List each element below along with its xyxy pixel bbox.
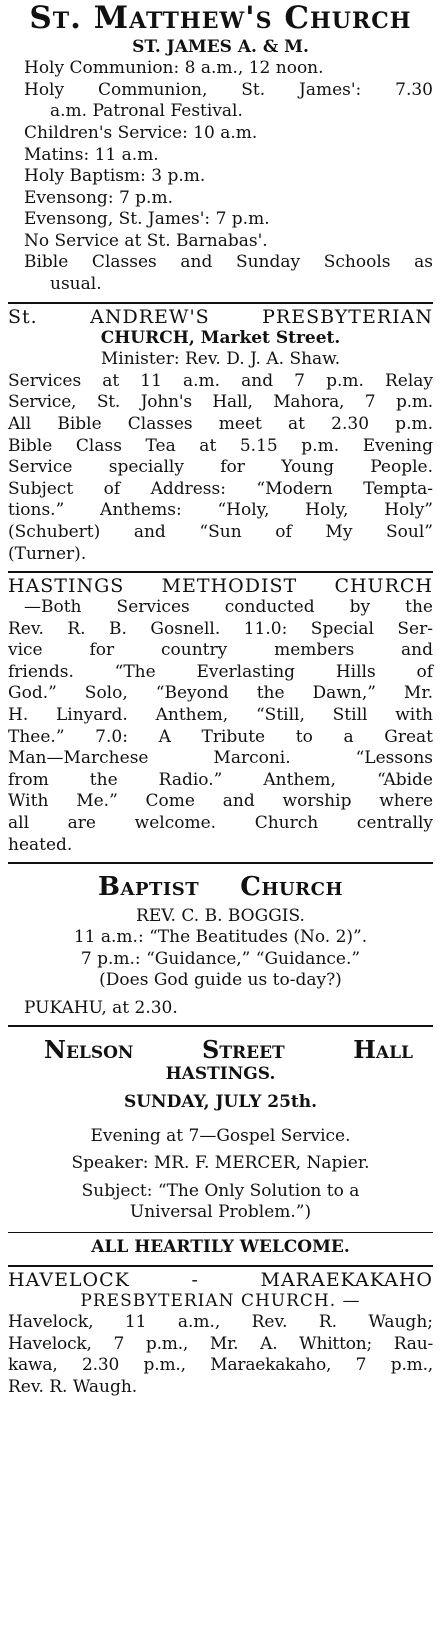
notice-subtitle: CHURCH, Market Street. xyxy=(100,327,341,348)
notice-line: Evensong: 7 p.m. xyxy=(24,187,173,208)
divider xyxy=(8,1232,433,1233)
notice-line: Services at 11 a.m. and 7 p.m. Relay xyxy=(8,370,433,391)
notice-subtitle: ST. JAMES A. & M. xyxy=(132,36,309,57)
notice-baptist xyxy=(8,868,433,1023)
notice-line: Holy Communion: 8 a.m., 12 noon. xyxy=(24,58,324,79)
notice-st-matthews xyxy=(8,0,433,300)
notice-line: Rev. R. Waugh. xyxy=(8,1376,138,1397)
notice-line: Thee.” 7.0: A Tribute to a Great xyxy=(8,726,433,747)
divider xyxy=(8,1265,433,1267)
notice-line: from the Radio.” Anthem, “Abide xyxy=(8,769,433,790)
notice-line: Service, St. John's Hall, Mahora, 7 p.m. xyxy=(8,392,433,413)
notice-line: Havelock, 11 a.m., Rev. R. Waugh; xyxy=(8,1312,433,1333)
notice-line: Matins: 11 a.m. xyxy=(24,144,159,165)
divider xyxy=(8,571,433,573)
notice-minister: Minister: Rev. D. J. A. Shaw. xyxy=(100,349,341,370)
notice-st-andrews xyxy=(8,305,433,569)
notice-line: tions.” Anthems: “Holy, Holy, Holy” xyxy=(8,500,433,521)
divider xyxy=(8,862,433,864)
divider xyxy=(8,302,433,304)
notice-havelock xyxy=(8,1268,433,1403)
notice-line: PUKAHU, at 2.30. xyxy=(24,997,178,1018)
notice-line: heated. xyxy=(8,834,73,855)
notice-title: PRESBYTERIAN CHURCH. — xyxy=(80,1290,361,1311)
notice-line: 11 a.m.: “The Beatitudes (No. 2)”. xyxy=(73,927,368,948)
notice-body xyxy=(8,597,433,856)
notice-line: God.” Solo, “Beyond the Dawn,” Mr. xyxy=(8,683,433,704)
notice-line: Subject of Address: “Modern Tempta- xyxy=(8,478,433,499)
notice-town: HASTINGS. xyxy=(165,1064,276,1085)
notice-line: With Me.” Come and worship where xyxy=(8,791,433,812)
notice-line: 7 p.m.: “Guidance,” “Guidance.” xyxy=(80,948,361,969)
notice-line: —Both Services conducted by the xyxy=(24,597,433,618)
notice-line: all are welcome. Church centrally xyxy=(8,813,433,834)
notice-title xyxy=(8,868,433,905)
notice-line: Evensong, St. James': 7 p.m. xyxy=(24,209,270,230)
notice-title: St. Matthew's Church xyxy=(29,0,412,36)
notice-line: (Schubert) and “Sun of My Soul” xyxy=(8,521,433,542)
notice-line: Rev. R. B. Gosnell. 11.0: Special Ser- xyxy=(8,618,433,639)
notice-title: HAVELOCK - MARAEKAKAHO xyxy=(8,1268,433,1291)
notice-methodist xyxy=(8,577,433,860)
title-word: Church xyxy=(240,872,343,903)
notice-line: a.m. Patronal Festival. xyxy=(50,101,243,122)
notice-subject: Universal Problem.”) xyxy=(129,1202,312,1223)
notice-line: Holy Communion, St. James': 7.30 xyxy=(24,79,433,100)
notice-line: H. Linyard. Anthem, “Still, Still with xyxy=(8,705,433,726)
notice-line: Service specially for Young People. xyxy=(8,457,433,478)
notice-line: kawa, 2.30 p.m., Maraekakaho, 7 p.m., xyxy=(8,1355,433,1376)
notice-title xyxy=(8,1031,433,1064)
notice-line: friends. “The Everlasting Hills of xyxy=(8,661,433,682)
notice-line: vice for country members and xyxy=(8,640,433,661)
title-word: Street xyxy=(202,1035,285,1065)
notice-subject: Subject: “The Only Solution to a xyxy=(81,1180,360,1201)
notice-speaker: Speaker: MR. F. MERCER, Napier. xyxy=(71,1153,370,1174)
notice-date: SUNDAY, JULY 25th. xyxy=(123,1092,318,1113)
notice-welcome: ALL HEARTILY WELCOME. xyxy=(91,1237,350,1258)
notice-nelson-street-hall xyxy=(8,1031,433,1262)
notice-line: Holy Baptism: 3 p.m. xyxy=(24,166,206,187)
notice-line: Bible Classes and Sunday Schools as xyxy=(24,252,433,273)
notice-line: All Bible Classes meet at 2.30 p.m. xyxy=(8,413,433,434)
title-word: Nelson xyxy=(44,1035,134,1065)
notice-minister: REV. C. B. BOGGIS. xyxy=(136,905,305,926)
notice-line: No Service at St. Barnabas'. xyxy=(24,230,268,251)
notice-line: usual. xyxy=(50,274,102,295)
notice-title: St. ANDREW'S PRESBYTERIAN xyxy=(8,305,433,328)
notice-line: (Turner). xyxy=(8,543,87,564)
notice-line: Bible Class Tea at 5.15 p.m. Evening xyxy=(8,435,433,456)
notice-line: Man—Marchese Marconi. “Lessons xyxy=(8,748,433,769)
divider xyxy=(8,1025,433,1027)
notice-body xyxy=(8,371,433,565)
notice-line: Havelock, 7 p.m., Mr. A. Whitton; Rau- xyxy=(8,1333,433,1354)
notice-line: (Does God guide us to-day?) xyxy=(99,970,342,991)
notice-title: HASTINGS METHODIST CHURCH xyxy=(8,575,433,598)
title-word: Baptist xyxy=(98,872,200,903)
title-word: Hall xyxy=(353,1035,413,1065)
notice-body xyxy=(8,58,433,296)
notice-line: Children's Service: 10 a.m. xyxy=(24,122,258,143)
notice-evening: Evening at 7—Gospel Service. xyxy=(90,1125,351,1146)
